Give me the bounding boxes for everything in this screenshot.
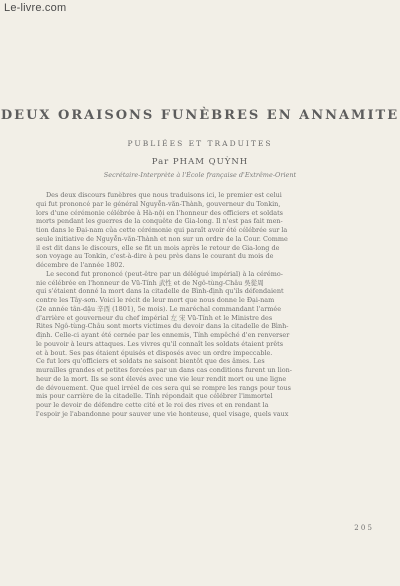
author-role: Secrétaire-Interprète à l'École française d'Extrême-Orient [103, 171, 297, 179]
body-line: contre les Tây-sơn. Voici le récit de leur mort que nous donne le Đại-nam [36, 296, 275, 304]
body-line: qui s'étaient donné la mort dans la citadelle de Bình-định qu'ils défendaient [36, 287, 284, 296]
article-title: DEUX ORAISONS FUNÈBRES EN ANNAMITE [0, 108, 400, 123]
body-line: de dévouement. Que quel irréel de ces sera qui se rompre les rangs pour tous [36, 383, 291, 392]
body-line: d'arrière et gouverneur du chef impérial 左 宋 Vũ-Tính et le Ministre des [36, 313, 273, 322]
body-line: mis pour carrière de la citadelle. Tính répondait que célébrer l'immortel [36, 392, 273, 401]
body-line: nie célébrée en l'honneur de Vũ-Tính 武性 et de Ngô-tùng-Châu 吳從周 [36, 278, 264, 287]
body-line: Des deux discours funèbres que nous traduisons ici, le premier est celui [46, 191, 282, 199]
body-line: Le second fut prononcé (peut-être par un délégué impérial) à la cérémo- [46, 269, 283, 278]
article-subtitle: PUBLIÉES ET TRADUITES [127, 139, 273, 148]
body-line: morts pendant les guerres de la conquête de Gia-long. Il n'est pas fait men- [36, 217, 283, 226]
body-line: pour le devoir de défendre cette cité et le roi des rives et en rendant la [36, 401, 269, 409]
author-line: Par PHAM QUỲNH [151, 157, 249, 167]
body-line: lors d'une cérémonie célébrée à Hà-nội en l'honneur des officiers et soldats [36, 208, 283, 217]
body-line: định. Celle-ci ayant été cernée par les ennemis, Tính empêché d'en renverser [36, 331, 290, 339]
body-line: décembre de l'année 1802. [36, 261, 125, 269]
body-line: et à bout. Ses pas étaient épuisés et disposés avec un ordre impeccable. [36, 348, 273, 357]
body-line: son voyage au Tonkin, c'est-à-dire à peu près dans le courant du mois de [36, 252, 274, 261]
body-line: Ce fut lors qu'officiers et soldats ne saisont bientôt que des âmes. Les [36, 357, 265, 366]
body-line: l'espoir je l'abandonne pour sauver une vie honteuse, quel visage, quels vaux [36, 409, 289, 418]
body-line: (2e année tân-dậu 辛酉 (1801), 5e mois). Le maréchal commandant l'armée [36, 304, 282, 313]
body-line: Rites Ngô-tùng-Châu sont morts victimes du devoir dans la citadelle de Bình- [36, 322, 289, 331]
body-line: seule initiative de Nguyễn-văn-Thành et non sur un ordre de la Cour. Comme [36, 234, 288, 243]
page-number: 2 0 5 [354, 524, 372, 532]
body-line: qui fut prononcé par le général Nguyễn-văn-Thành, gouverneur du Tonkin, [36, 199, 281, 208]
watermark: Le-livre.com [4, 2, 67, 14]
body-line: le pouvoir à leurs attaques. Les vivres qu'il connaît les soldats étaient prêts [36, 339, 284, 348]
body-line: il est dit dans le discours, elle se fit un mois après le retour de Gia-long de [36, 243, 280, 252]
body-line: tion dans le Đại-nam của cette cérémonie qui paraît avoir été célébrée sur la [36, 226, 288, 234]
body-line: murailles grandes et petites forcées par un dans cas conditions furent un lion- [36, 366, 292, 374]
body-line: heur de la mort. Ils se sont élevés avec une vie leur rendit mort ou une ligne [36, 374, 287, 383]
body-text [36, 191, 362, 419]
